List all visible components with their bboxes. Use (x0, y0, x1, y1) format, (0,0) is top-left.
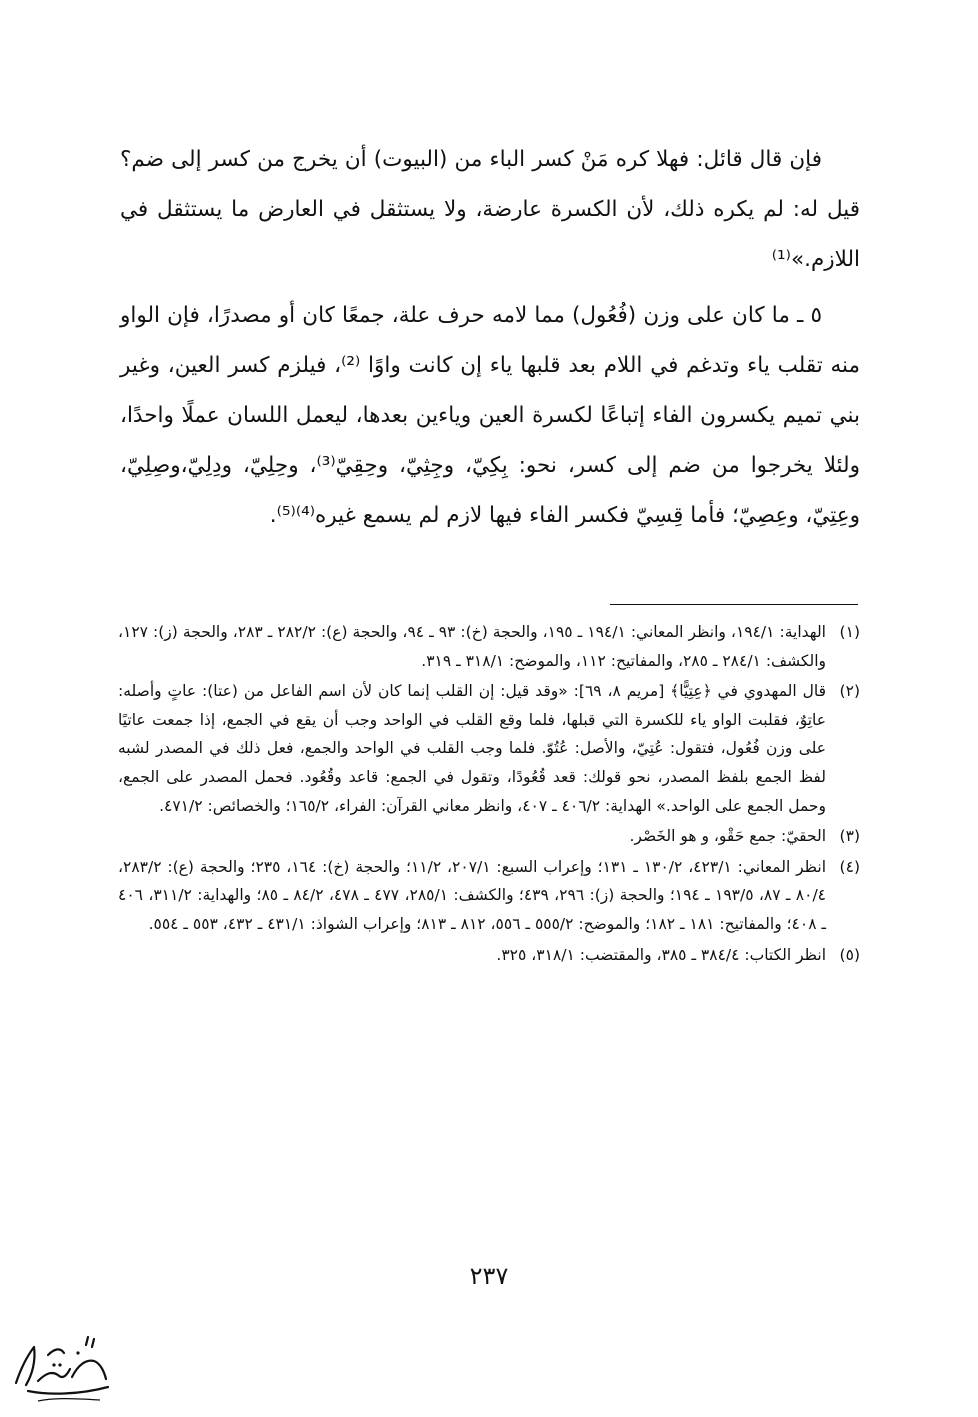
paragraph-2: ٥ ـ ما كان على وزن (فُعُول) مما لامه حرف علة، جمعًا كان أو مصدرًا، فإن الواو منه تقلب ياء وتدغم في اللام بعد قلبها ياء إن كانت واوًا ⁽²⁾، فيلزم كسر العين، وغير بني تميم يكسرون الفاء إتباعًا لكسرة العين وياءين بعدها، ليعمل اللسان عملًا واحدًا، ولئلا يخرجوا من ضم إلى كسر، نحو: بِكِيّ، وجِثِيّ، وحِقِيّ⁽³⁾، وحِلِيّ، ودِلِيّ،وصِلِيّ، وعِتِيّ، وعِصِيّ؛ فأما قِسِيّ فكسر الفاء فيها لازم لم يسمع غيره⁽⁴⁾⁽⁵⁾. (120, 303, 860, 528)
footnote-2 (118, 677, 860, 820)
paragraph-1: فإن قال قائل: فهلا كره مَنْ كسر الباء من (البيوت) أن يخرج من كسر إلى ضم؟ قيل له: لم يكره ذلك، لأن الكسرة عارضة، ولا يستثقل في العارض ما يستثقل في اللازم.»⁽¹⁾ (120, 147, 860, 272)
footnote-text: انظر الكتاب: ٣٨٤/٤ ـ ٣٨٥، والمقتضب: ٣١٨/١، ٣٢٥. (496, 945, 826, 964)
footnote-text: الهداية: ١٩٤/١، وانظر المعاني: ١٩٤/١ ـ ١٩٥، والحجة (خ): ٩٣ ـ ٩٤، والحجة (ع): ٢٨٢/٢ ـ ٢٨٣، والحجة (ز): ١٢٧، والكشف: ٢٨٤/١ ـ ٢٨٥، والمفاتيح: ١١٢، والموضح: ٣١٨/١ ـ ٣١٩. (118, 623, 826, 670)
footnote-text: الحقيّ: جمع حَقْو، و هو الخَصْر. (629, 827, 826, 846)
footnotes (118, 618, 860, 971)
footnote-4 (118, 853, 860, 939)
footnote-number: (١) (839, 623, 860, 641)
footnote-text: قال المهدوي في ﴿عِتِيًّا﴾ [مريم ٨، ٦٩]: «وقد قيل: إن القلب إنما كان لأن اسم الفاعل من (عتا): عاتٍ وأصله: عاتِوٌ، فقلبت الواو ياء للكسرة التي قبلها، فلما وقع القلب في الواحد وجب أن يقع في الجمع، إذا جمعت عاتيًا على وزن فُعُول، فتقول: عُتِيّ، والأصل: عُتُوّ. فلما وجب القلب في الواحد والجمع، فعل ذلك في المصدر لشبه لفظ الجمع بلفظ المصدر، نحو قولك: قعد قُعُودًا، وتقول في الجمع: قاعد وقُعُود. فحمل المصدر على الجمع، وحمل الجمع على الواحد.» الهداية: ٤٠٦/٢ ـ ٤٠٧، وانظر معاني القرآن: الفراء، ١٦٥/٢؛ والخصائص: ٤٧١/٢. (118, 682, 826, 815)
footnote-number: (٤) (839, 857, 860, 876)
footnote-3 (118, 822, 860, 851)
footnote-5 (118, 941, 860, 970)
footnote-number: (٣) (839, 827, 860, 846)
main-text (120, 135, 860, 541)
library-stamp-logo (8, 1325, 116, 1407)
footnote-number: (٥) (839, 945, 860, 964)
footnote-separator (610, 604, 858, 605)
footnote-text: انظر المعاني: ٤٢٣/١، ١٣٠/٢ ـ ١٣١؛ وإعراب السبع: ٢٠٧/١، ١١/٢؛ والحجة (خ): ١٦٤، ٢٣٥؛ والحجة (ع): ٢٨٣/٢، ٨٠/٤ ـ ٨٧، ١٩٣/٥ ـ ١٩٤؛ والحجة (ز): ٢٩٦، ٤٣٩؛ والكشف: ٢٨٥/١، ٤٧٧ ـ ٤٧٨، ٨٤/٢ ـ ٨٥؛ والهداية: ٣١١/٢، ٤٠٦ ـ ٤٠٨؛ والمفاتيح: ١٨١ ـ ١٨٢؛ والموضح: ٥٥٥/٢ ـ ٥٥٦، ٨١٢ ـ ٨١٣؛ وإعراب الشواذ: ٤٣١/١ ـ ٤٣٢، ٥٥٣ ـ ٥٥٤. (118, 857, 827, 933)
footnote-number: (٢) (839, 682, 860, 701)
page-number: ٢٣٧ (469, 1262, 509, 1290)
footnote-1 (118, 618, 860, 675)
